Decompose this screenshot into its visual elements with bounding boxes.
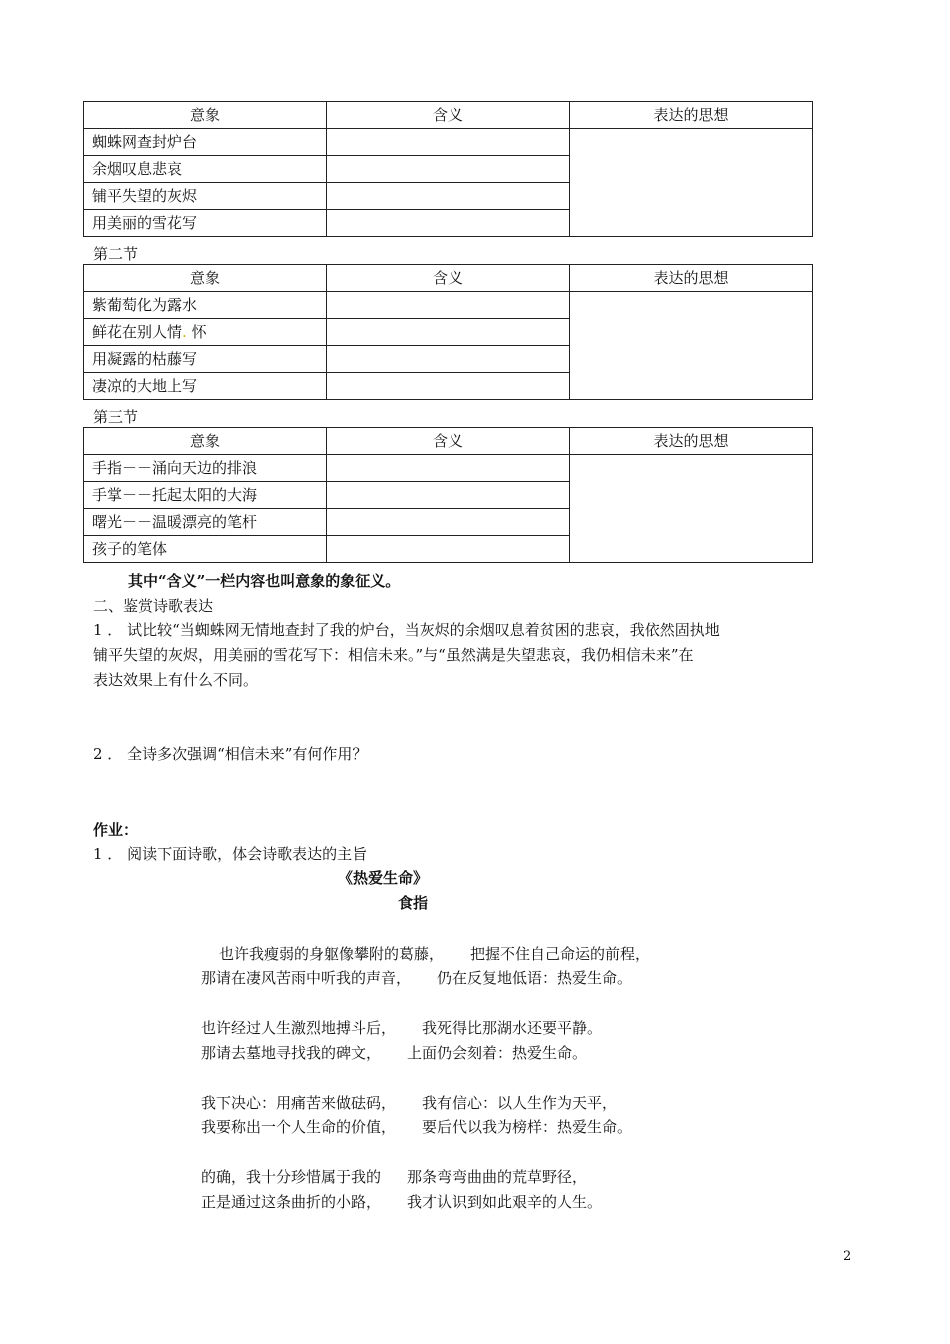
blank-cell bbox=[327, 455, 570, 482]
header-imagery: 意象 bbox=[84, 428, 327, 455]
blank-cell bbox=[327, 292, 570, 319]
section-label: 第三节 bbox=[93, 408, 139, 426]
blank-cell bbox=[327, 373, 570, 400]
question-1-line: 铺平失望的灰烬，用美丽的雪花写下：相信未来。”与“虽然满是失望悲哀，我仍相信未来”在 bbox=[93, 646, 694, 664]
table-cell: 用凝露的枯藤写 bbox=[84, 346, 327, 373]
section-label: 第二节 bbox=[93, 245, 139, 263]
poem-line: 正是通过这条曲折的小路， 我才认识到如此艰辛的人生。 bbox=[201, 1193, 603, 1211]
poem-author: 食指 bbox=[398, 894, 429, 912]
poem-title: 《热爱生命》 bbox=[338, 869, 429, 887]
poem-line: 也许我瘦弱的身躯像攀附的葛藤， 把握不住自己命运的前程， bbox=[219, 945, 651, 963]
section-heading: 二、鉴赏诗歌表达 bbox=[93, 597, 214, 615]
table-cell: 蜘蛛网查封炉台 bbox=[84, 129, 327, 156]
page-number: 2 bbox=[843, 1249, 852, 1264]
header-thought: 表达的思想 bbox=[570, 265, 813, 292]
question-2: 2 ． 全诗多次强调“相信未来”有何作用？ bbox=[93, 745, 368, 763]
header-meaning: 含义 bbox=[327, 428, 570, 455]
table-note: 其中“含义”一栏内容也叫意象的象征义。 bbox=[128, 572, 401, 590]
table-cell: 余烟叹息悲哀 bbox=[84, 156, 327, 183]
imagery-table-3 bbox=[83, 427, 813, 563]
imagery-table-2 bbox=[83, 264, 813, 400]
header-thought: 表达的思想 bbox=[570, 428, 813, 455]
blank-cell bbox=[327, 183, 570, 210]
imagery-table-1 bbox=[83, 101, 813, 237]
homework-title: 作业： bbox=[93, 821, 139, 839]
blank-cell bbox=[327, 509, 570, 536]
question-1-line: 表达效果上有什么不同。 bbox=[93, 671, 259, 689]
table-cell: 曙光－－温暖漂亮的笔杆 bbox=[84, 509, 327, 536]
blank-cell bbox=[327, 346, 570, 373]
mark-dot: . bbox=[182, 323, 187, 341]
poem-line: 那请去墓地寻找我的碑文， 上面仍会刻着：热爱生命。 bbox=[201, 1044, 588, 1062]
blank-cell bbox=[327, 210, 570, 237]
blank-cell bbox=[327, 536, 570, 563]
header-meaning: 含义 bbox=[327, 102, 570, 129]
blank-cell bbox=[327, 156, 570, 183]
question-1-line: 1 ． 试比较“当蜘蛛网无情地查封了我的炉台，当灰烬的余烟叹息着贫困的悲哀，我依然固执地 bbox=[93, 621, 720, 639]
blank-cell bbox=[570, 129, 813, 237]
blank-cell bbox=[327, 319, 570, 346]
blank-cell bbox=[327, 482, 570, 509]
poem-line: 我要称出一个人生命的价值， 要后代以我为榜样：热爱生命。 bbox=[201, 1118, 633, 1136]
table-cell: 凄凉的大地上写 bbox=[84, 373, 327, 400]
homework-item-1: 1 ． 阅读下面诗歌，体会诗歌表达的主旨 bbox=[93, 845, 368, 863]
header-imagery: 意象 bbox=[84, 265, 327, 292]
table-cell: 用美丽的雪花写 bbox=[84, 210, 327, 237]
header-imagery: 意象 bbox=[84, 102, 327, 129]
poem-line: 也许经过人生激烈地搏斗后， 我死得比那湖水还要平静。 bbox=[201, 1019, 603, 1037]
blank-cell bbox=[570, 455, 813, 563]
header-meaning: 含义 bbox=[327, 265, 570, 292]
table-cell: 紫葡萄化为露水 bbox=[84, 292, 327, 319]
poem-line: 我下决心：用痛苦来做砝码， 我有信心：以人生作为天平， bbox=[201, 1094, 618, 1112]
blank-cell bbox=[327, 129, 570, 156]
table-cell: 鲜花在别人情. 怀 bbox=[84, 319, 327, 346]
poem-line: 的确，我十分珍惜属于我的 那条弯弯曲曲的荒草野径， bbox=[201, 1168, 588, 1186]
poem-line: 那请在凄风苦雨中听我的声音， 仍在反复地低语：热爱生命。 bbox=[201, 969, 633, 987]
table-cell: 铺平失望的灰烬 bbox=[84, 183, 327, 210]
table-cell: 手指－－涌向天边的排浪 bbox=[84, 455, 327, 482]
table-cell: 手掌－－托起太阳的大海 bbox=[84, 482, 327, 509]
header-thought: 表达的思想 bbox=[570, 102, 813, 129]
blank-cell bbox=[570, 292, 813, 400]
table-cell: 孩子的笔体 bbox=[84, 536, 327, 563]
